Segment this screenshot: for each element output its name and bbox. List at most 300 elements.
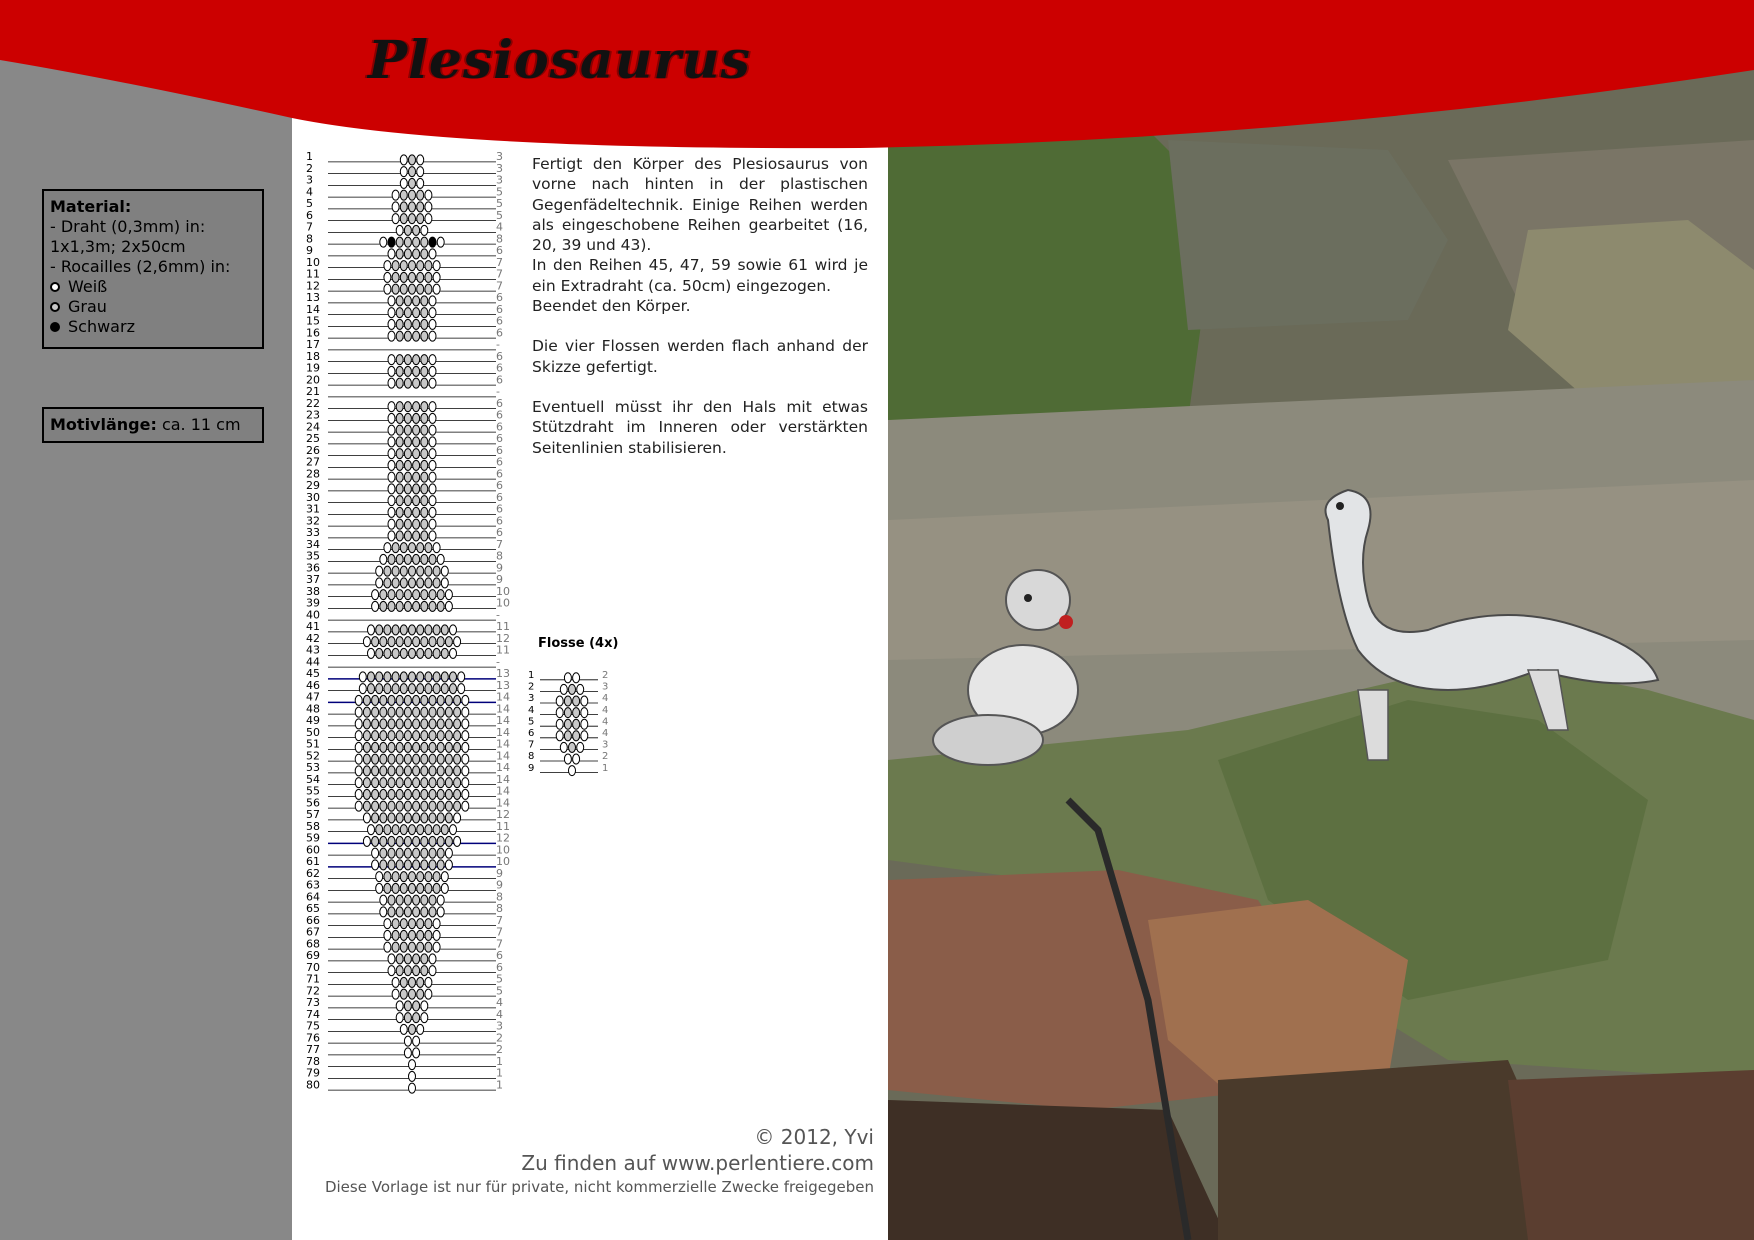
- bead: [413, 425, 420, 435]
- bead: [450, 825, 457, 835]
- bead: [409, 155, 416, 165]
- bead: [396, 801, 403, 811]
- bead: [417, 684, 424, 694]
- bead: [396, 225, 403, 235]
- pattern-row: [306, 456, 503, 471]
- bead: [376, 872, 383, 882]
- row-count: 12: [496, 831, 510, 845]
- bead: [417, 977, 424, 987]
- row-count: 5: [496, 972, 503, 986]
- bead: [388, 895, 395, 905]
- bead: [450, 672, 457, 682]
- row-number: 54: [306, 772, 320, 786]
- bead: [404, 1036, 411, 1046]
- row-count: 9: [496, 878, 503, 892]
- row-count: 2: [496, 1031, 503, 1045]
- row-count: 3: [496, 1019, 503, 1033]
- bead: [429, 319, 436, 329]
- bead: [409, 883, 416, 893]
- pattern-row: [306, 1067, 503, 1082]
- bead: [429, 296, 436, 306]
- bead: [380, 801, 387, 811]
- bead: [556, 719, 563, 729]
- bead: [421, 954, 428, 964]
- row-number: 61: [306, 855, 320, 868]
- row-number: 57: [306, 808, 320, 821]
- row-number: 11: [306, 267, 320, 281]
- row-count: 6: [496, 396, 503, 410]
- bead: [429, 637, 436, 647]
- row-count: 12: [496, 808, 510, 821]
- bead: [425, 825, 432, 835]
- bead: [409, 989, 416, 999]
- row-number: 42: [306, 631, 320, 645]
- bead: [437, 719, 444, 729]
- bead: [417, 1024, 424, 1034]
- bead: [388, 413, 395, 423]
- bead: [413, 484, 420, 494]
- bead: [573, 673, 580, 683]
- row-count: 7: [496, 913, 503, 927]
- bead: [396, 531, 403, 541]
- bead: [396, 731, 403, 741]
- bead: [421, 496, 428, 506]
- bead: [380, 719, 387, 729]
- bead: [425, 625, 432, 635]
- bead: [429, 366, 436, 376]
- bead: [400, 942, 407, 952]
- photo: [888, 0, 1754, 1240]
- bead: [417, 648, 424, 658]
- row-count: 14: [496, 702, 510, 716]
- bead: [388, 907, 395, 917]
- bead: [421, 413, 428, 423]
- bead: [363, 813, 370, 823]
- bead: [372, 801, 379, 811]
- row-number: 37: [306, 573, 320, 586]
- bead: [355, 801, 362, 811]
- bead: [388, 425, 395, 435]
- row-number: 58: [306, 819, 320, 833]
- bead: [359, 672, 366, 682]
- bead: [445, 590, 452, 600]
- bead: [413, 601, 420, 611]
- bead: [388, 813, 395, 823]
- bead: [421, 766, 428, 776]
- bead: [564, 696, 571, 706]
- body-pattern-chart: [300, 148, 520, 1098]
- bead: [409, 214, 416, 224]
- row-count: 11: [496, 620, 510, 633]
- row-number: 8: [306, 232, 313, 246]
- pattern-row: [528, 670, 608, 683]
- pattern-row: [306, 632, 510, 647]
- bead: [429, 754, 436, 764]
- bead: [581, 719, 588, 729]
- bead: [454, 637, 461, 647]
- bead: [409, 930, 416, 940]
- row-count: 4: [602, 704, 609, 716]
- bead: [392, 919, 399, 929]
- bead: [359, 684, 366, 694]
- bead: [392, 672, 399, 682]
- pattern-row: [306, 232, 503, 247]
- bead: [421, 472, 428, 482]
- bead: [396, 601, 403, 611]
- pattern-row: [306, 385, 500, 398]
- bead: [400, 543, 407, 553]
- bead: [396, 496, 403, 506]
- bead: [368, 672, 375, 682]
- bead: [363, 731, 370, 741]
- bead: [413, 460, 420, 470]
- bead: [417, 543, 424, 553]
- bead: [409, 1083, 416, 1093]
- bead: [400, 684, 407, 694]
- site-link[interactable]: Zu finden auf www.perlentiere.com: [521, 1151, 874, 1175]
- bead: [417, 578, 424, 588]
- bead: [404, 966, 411, 976]
- row-number: 76: [306, 1031, 320, 1045]
- bead: [573, 731, 580, 741]
- bead: [433, 672, 440, 682]
- bead: [404, 754, 411, 764]
- bead: [409, 648, 416, 658]
- bead: [413, 860, 420, 870]
- bead: [396, 1001, 403, 1011]
- bead: [433, 883, 440, 893]
- bead: [388, 308, 395, 318]
- pattern-row: [306, 867, 503, 882]
- row-count: 14: [496, 784, 510, 798]
- bead: [556, 696, 563, 706]
- row-number: 71: [306, 972, 320, 986]
- bead: [433, 942, 440, 952]
- row-number: 19: [306, 361, 320, 375]
- row-count: 6: [496, 302, 503, 316]
- bead: [396, 836, 403, 846]
- row-number: 74: [306, 1007, 320, 1021]
- bead: [573, 719, 580, 729]
- bead: [417, 214, 424, 224]
- bead: [396, 719, 403, 729]
- bead: [372, 789, 379, 799]
- row-count: 6: [496, 408, 503, 422]
- bead: [421, 907, 428, 917]
- pattern-row: [528, 763, 608, 776]
- pattern-row: [306, 585, 510, 600]
- bead: [421, 1013, 428, 1023]
- row-count: 6: [496, 467, 503, 481]
- row-count: 6: [496, 455, 503, 469]
- bead: [441, 625, 448, 635]
- row-count: 2: [496, 1043, 503, 1056]
- bead: [380, 754, 387, 764]
- row-count: -: [496, 338, 500, 351]
- bead: [437, 907, 444, 917]
- bead: [454, 801, 461, 811]
- bead: [413, 296, 420, 306]
- bead: [560, 742, 567, 752]
- pattern-row: [306, 150, 503, 165]
- bead: [396, 707, 403, 717]
- pattern-row: [306, 608, 500, 621]
- row-number: 12: [306, 279, 320, 293]
- bead: [404, 813, 411, 823]
- bead: [409, 625, 416, 635]
- row-count: 3: [496, 161, 503, 175]
- bead: [462, 731, 469, 741]
- legend-grey: Grau: [50, 297, 256, 317]
- bead: [392, 543, 399, 553]
- pattern-row: [306, 620, 510, 635]
- bead: [421, 966, 428, 976]
- bead: [437, 860, 444, 870]
- row-number: 1: [528, 670, 535, 681]
- bead: [388, 695, 395, 705]
- bead: [425, 261, 432, 271]
- row-count: 5: [496, 984, 503, 998]
- row-number: 65: [306, 902, 320, 915]
- bead: [388, 378, 395, 388]
- row-number: 15: [306, 314, 320, 328]
- bead: [564, 719, 571, 729]
- header-band: [0, 0, 1754, 160]
- row-count: 7: [496, 937, 503, 951]
- bead: [437, 789, 444, 799]
- row-number: 59: [306, 831, 320, 845]
- bead: [396, 766, 403, 776]
- row-count: 6: [496, 479, 503, 492]
- bead: [445, 789, 452, 799]
- pattern-row: [306, 491, 503, 506]
- bead: [396, 590, 403, 600]
- bead: [384, 930, 391, 940]
- bead: [417, 155, 424, 165]
- bead: [404, 296, 411, 306]
- bead: [413, 437, 420, 447]
- bead: [425, 202, 432, 212]
- bead: [454, 836, 461, 846]
- row-number: 5: [306, 197, 313, 210]
- pattern-row: [528, 705, 608, 718]
- bead: [409, 190, 416, 200]
- row-number: 32: [306, 514, 320, 528]
- bead: [573, 708, 580, 718]
- bead: [404, 789, 411, 799]
- bead: [421, 590, 428, 600]
- bead: [388, 754, 395, 764]
- bead: [404, 801, 411, 811]
- bead: [421, 237, 428, 247]
- bead: [392, 202, 399, 212]
- bead: [404, 907, 411, 917]
- bead: [421, 308, 428, 318]
- flosse-title: Flosse (4x): [538, 636, 619, 651]
- row-number: 41: [306, 620, 320, 633]
- bead: [363, 742, 370, 752]
- bead: [392, 578, 399, 588]
- bead: [400, 883, 407, 893]
- bead: [380, 813, 387, 823]
- row-count: 14: [496, 761, 510, 774]
- bead: [462, 742, 469, 752]
- bead: [409, 825, 416, 835]
- row-number: 77: [306, 1043, 320, 1056]
- row-count: 7: [496, 255, 503, 269]
- row-number: 23: [306, 408, 320, 422]
- bead: [429, 531, 436, 541]
- bead: [404, 778, 411, 788]
- bead: [445, 848, 452, 858]
- bead: [380, 637, 387, 647]
- bead: [404, 237, 411, 247]
- row-number: 9: [528, 762, 535, 774]
- row-number: 66: [306, 913, 320, 927]
- bead: [413, 801, 420, 811]
- pattern-row: [306, 679, 510, 694]
- row-count: 14: [496, 772, 510, 786]
- bead: [388, 590, 395, 600]
- bead: [404, 601, 411, 611]
- bead: [396, 895, 403, 905]
- pattern-row: [306, 326, 503, 341]
- row-number: 49: [306, 714, 320, 727]
- bead: [372, 766, 379, 776]
- bead: [564, 673, 571, 683]
- bead: [413, 249, 420, 259]
- bead: [417, 272, 424, 282]
- bead: [384, 578, 391, 588]
- bead: [437, 695, 444, 705]
- bead: [429, 789, 436, 799]
- bead: [392, 989, 399, 999]
- row-count: -: [496, 608, 500, 622]
- row-number: 38: [306, 584, 320, 598]
- bead: [433, 578, 440, 588]
- row-count: 1: [602, 762, 609, 774]
- row-count: 9: [496, 573, 503, 586]
- bead: [413, 766, 420, 776]
- bead: [372, 754, 379, 764]
- bead: [433, 648, 440, 658]
- bead: [388, 766, 395, 776]
- bead: [450, 625, 457, 635]
- pattern-row: [306, 691, 510, 706]
- bead: [388, 966, 395, 976]
- row-number: 9: [306, 244, 313, 257]
- row-count: 10: [496, 584, 510, 598]
- bead: [433, 625, 440, 635]
- bead: [425, 883, 432, 893]
- bead: [462, 695, 469, 705]
- bead: [421, 425, 428, 435]
- row-number: 26: [306, 443, 320, 457]
- bead: [372, 836, 379, 846]
- bead: [404, 460, 411, 470]
- grey-bead-icon: [50, 302, 60, 312]
- bead: [458, 672, 465, 682]
- row-number: 5: [528, 716, 535, 728]
- row-number: 17: [306, 338, 320, 351]
- bead: [384, 919, 391, 929]
- row-count: 13: [496, 667, 510, 680]
- bead: [355, 754, 362, 764]
- bead: [409, 272, 416, 282]
- row-count: 3: [602, 681, 609, 693]
- bead: [355, 789, 362, 799]
- pattern-row: [306, 373, 503, 388]
- bead: [372, 601, 379, 611]
- sidebar: [0, 0, 292, 1240]
- bead: [392, 942, 399, 952]
- bead: [425, 272, 432, 282]
- bead: [380, 695, 387, 705]
- row-count: -: [496, 655, 500, 669]
- bead: [396, 519, 403, 529]
- bead: [355, 766, 362, 776]
- bead: [421, 801, 428, 811]
- bead: [429, 425, 436, 435]
- row-number: 21: [306, 385, 320, 398]
- bead: [429, 895, 436, 905]
- bead: [433, 543, 440, 553]
- row-number: 33: [306, 526, 320, 539]
- bead: [413, 789, 420, 799]
- bead: [404, 308, 411, 318]
- bead: [396, 484, 403, 494]
- bead: [400, 167, 407, 177]
- bead: [396, 966, 403, 976]
- bead: [425, 566, 432, 576]
- bead: [413, 1048, 420, 1058]
- row-count: 4: [602, 728, 609, 739]
- bead: [372, 778, 379, 788]
- row-number: 6: [528, 728, 535, 739]
- pattern-row: [306, 1078, 503, 1093]
- bead: [429, 449, 436, 459]
- bead: [409, 261, 416, 271]
- instructions-p2: Die vier Flossen werden flach anhand der Skizze gefertigt.: [532, 337, 868, 376]
- bead: [413, 331, 420, 341]
- bead: [368, 648, 375, 658]
- bead: [388, 601, 395, 611]
- bead: [388, 637, 395, 647]
- bead: [404, 1013, 411, 1023]
- bead: [388, 801, 395, 811]
- bead: [413, 355, 420, 365]
- bead: [441, 872, 448, 882]
- bead: [396, 460, 403, 470]
- bead: [388, 531, 395, 541]
- bead: [400, 930, 407, 940]
- bead: [396, 366, 403, 376]
- bead: [396, 554, 403, 564]
- bead: [413, 308, 420, 318]
- bead: [425, 672, 432, 682]
- row-number: 20: [306, 373, 320, 387]
- row-number: 55: [306, 784, 320, 798]
- bead: [409, 566, 416, 576]
- bead: [413, 225, 420, 235]
- bead: [388, 296, 395, 306]
- bead: [396, 472, 403, 482]
- bead: [564, 754, 571, 764]
- bead: [380, 554, 387, 564]
- bead: [388, 237, 395, 247]
- bead: [409, 578, 416, 588]
- bead: [458, 684, 465, 694]
